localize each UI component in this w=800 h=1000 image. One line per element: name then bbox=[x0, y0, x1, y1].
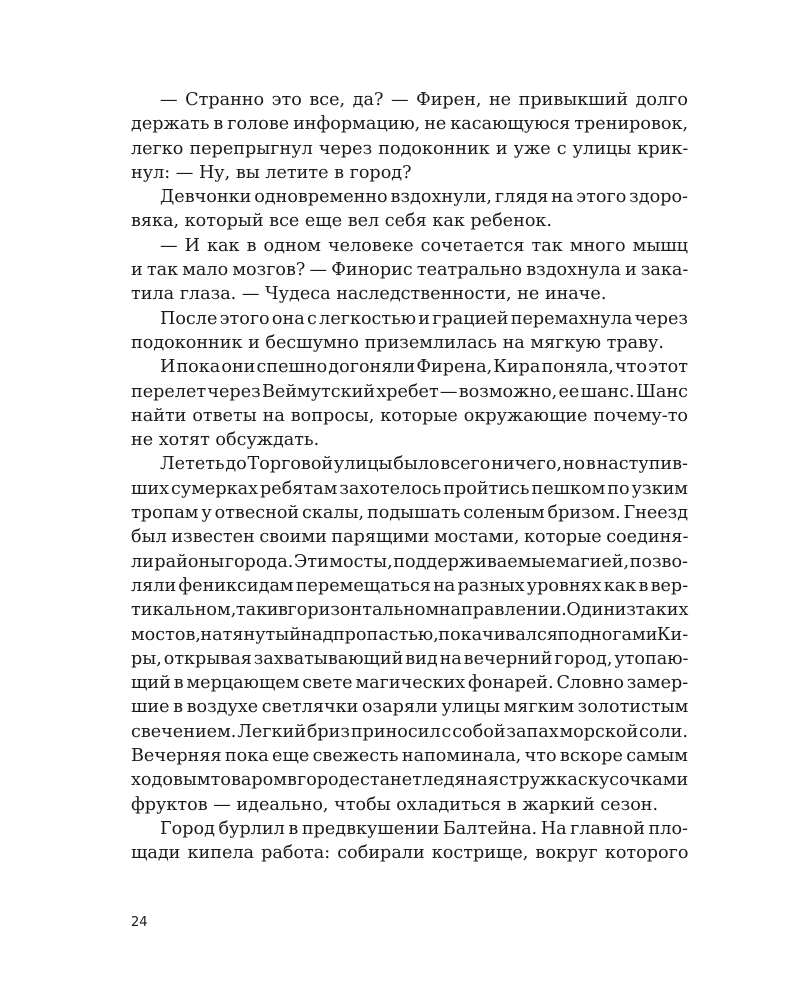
paragraph bbox=[131, 452, 688, 816]
text-line: ли районы города. Эти мосты, поддерживаемые магией, позво- bbox=[131, 551, 688, 572]
text-line: фруктов — идеально, чтобы охладиться в жаркий сезон. bbox=[131, 794, 659, 815]
text-line: подоконник и бесшумно приземлилась на мягкую траву. bbox=[131, 332, 664, 353]
text-line: Вечерняя пока еще свежесть напоминала, что вскоре самым bbox=[131, 746, 688, 767]
text-line: легко перепрыгнул через подоконник и уже с улицы крик- bbox=[131, 138, 689, 159]
text-line: Девчонки одновременно вздохнули, глядя на этого здоро- bbox=[160, 187, 688, 208]
text-line: тикальном, так и в горизонтальном направлении. Один из таких bbox=[131, 600, 689, 621]
text-line: не хотят обсуждать. bbox=[131, 430, 320, 451]
paragraph bbox=[131, 234, 688, 307]
text-line: Город бурлил в предвкушении Балтейна. На главной пло- bbox=[160, 818, 688, 839]
text-line: — И как в одном человеке сочетается так много мышц bbox=[160, 235, 688, 256]
text-line: — Странно это все, да? — Фирен, не привыкший долго bbox=[160, 90, 688, 110]
text-line: ры, открывая захватывающий вид на вечерний город, утопаю- bbox=[131, 648, 689, 669]
paragraph bbox=[131, 355, 688, 452]
paragraph bbox=[131, 185, 688, 234]
text-line: щади кипела работа: собирали кострище, вокруг которого bbox=[131, 843, 689, 864]
body-text bbox=[131, 88, 688, 866]
text-line: тила глаза. — Чудеса наследственности, не иначе. bbox=[131, 284, 607, 305]
paragraph bbox=[131, 88, 688, 185]
page-number: 24 bbox=[131, 915, 148, 930]
text-line: шие в воздухе светлячки озаряли улицы мягким золотистым bbox=[131, 697, 689, 718]
text-line: найти ответы на вопросы, которые окружающие почему-то bbox=[131, 405, 689, 426]
paragraph bbox=[131, 817, 688, 866]
text-line: И пока они спешно догоняли Фирена, Кира поняла, что этот bbox=[160, 357, 688, 378]
text-line: был известен своими парящими мостами, которые соединя- bbox=[131, 527, 689, 548]
text-line: тропам у отвесной скалы, подышать соленым бризом. Гнеезд bbox=[131, 503, 689, 524]
text-line: нул: — Ну, вы летите в город? bbox=[131, 162, 412, 183]
text-line: держать в голове информацию, не касающуюся тренировок, bbox=[131, 114, 689, 135]
text-line: вяка, который все еще вел себя как ребенок. bbox=[131, 211, 553, 232]
text-line: После этого она с легкостью и грацией перемахнула через bbox=[160, 308, 688, 329]
paragraph bbox=[131, 307, 688, 356]
text-line: свечением. Легкий бриз приносил с собой запах морской соли. bbox=[131, 721, 688, 742]
text-line: и так мало мозгов? — Финорис театрально вздохнула и зака- bbox=[131, 260, 689, 281]
text-line: щий в мерцающем свете магических фонарей. Словно замер- bbox=[131, 673, 689, 694]
text-line: ляли фениксидам перемещаться на разных уровнях как в вер- bbox=[131, 575, 689, 596]
text-line: ходовым товаром в городе станет ледяная стружка с кусочками bbox=[131, 770, 689, 791]
text-line: ших сумерках ребятам захотелось пройтись пешком по узким bbox=[131, 478, 688, 499]
text-line: Лететь до Торговой улицы было всего ничего, но в наступив- bbox=[160, 454, 688, 475]
text-line: мостов, натянутый над пропастью, покачивался под ногами Ки- bbox=[131, 624, 689, 645]
text-line: перелет через Веймутский хребет — возможно, ее шанс. Шанс bbox=[131, 381, 688, 402]
